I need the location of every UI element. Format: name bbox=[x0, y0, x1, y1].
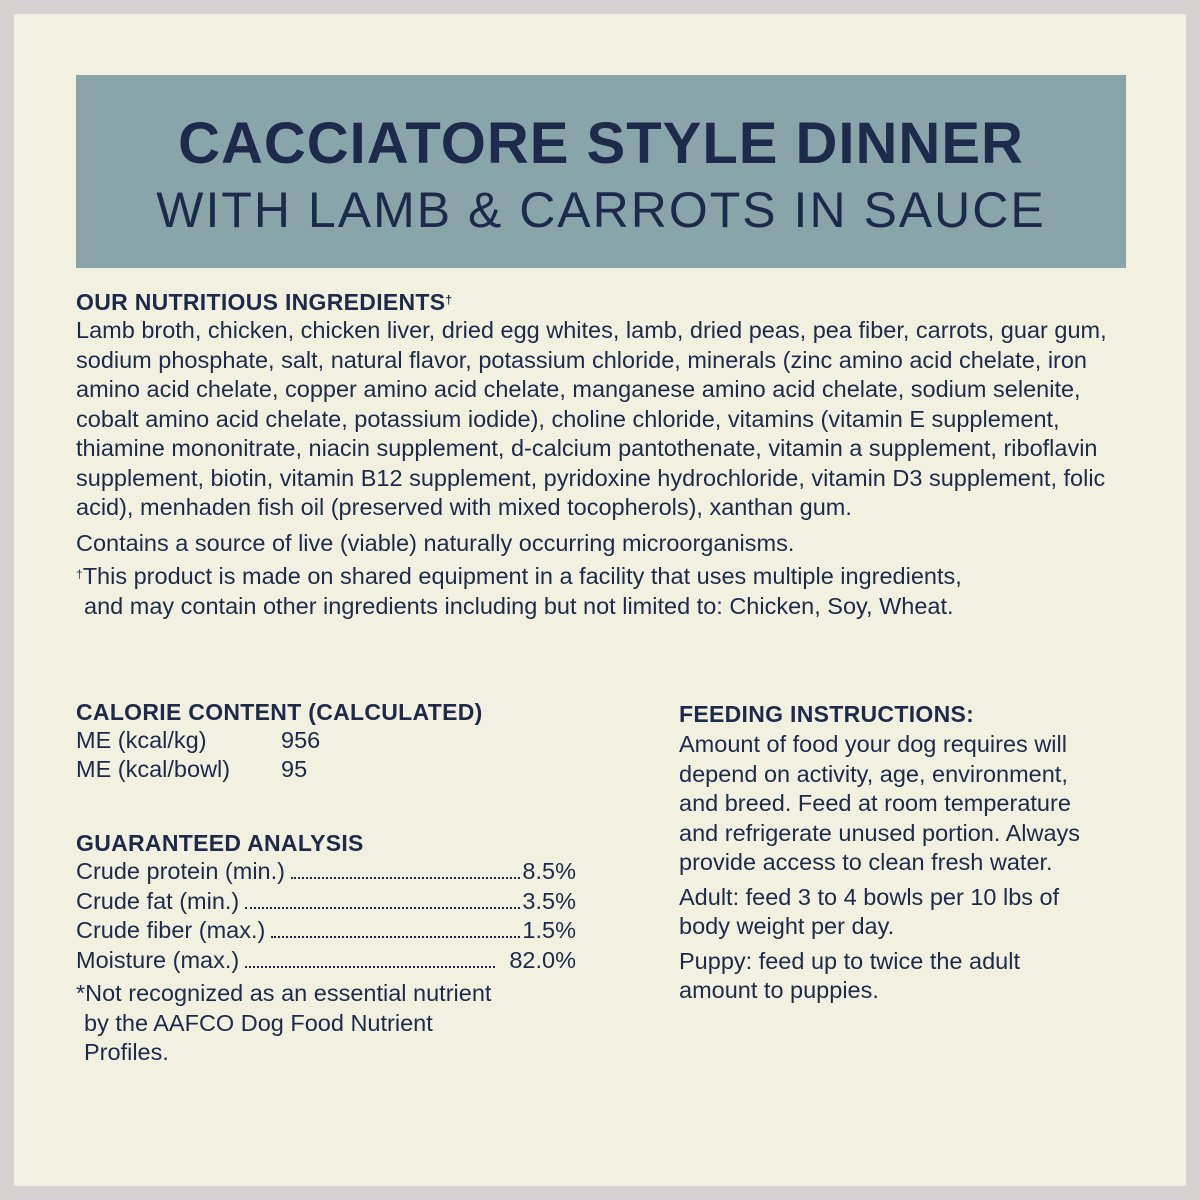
analysis-value: 3.5% bbox=[522, 887, 576, 914]
feeding-adult: Adult: feed 3 to 4 bowls per 10 lbs of body weight per day. bbox=[679, 883, 1060, 939]
feeding-puppy: Puppy: feed up to twice the adult amount to puppies. bbox=[679, 947, 1020, 1003]
analysis-label: Moisture (max.) bbox=[76, 946, 240, 973]
dot-leader bbox=[245, 966, 495, 968]
calorie-label: ME (kcal/bowl) bbox=[76, 756, 231, 782]
analysis-label: Crude protein (min.) bbox=[76, 858, 285, 884]
analysis-row bbox=[76, 946, 576, 976]
analysis-row bbox=[76, 857, 576, 887]
microorganisms-note: Contains a source of live (viable) naturally occurring microorganisms. bbox=[76, 529, 795, 556]
analysis-heading: GUARANTEED ANALYSIS bbox=[76, 830, 364, 856]
analysis-label: Crude fiber (max.) bbox=[76, 917, 266, 943]
ingredients-heading-text: OUR NUTRITIOUS INGREDIENTS bbox=[76, 289, 446, 315]
product-subtitle: WITH LAMB & CARROTS IN SAUCE bbox=[156, 182, 1046, 238]
footnote-line3: Profiles. bbox=[84, 1039, 169, 1065]
shared-note-line1: This product is made on shared equipment in a facility that uses multiple ingredients, bbox=[82, 563, 962, 589]
dot-leader bbox=[245, 907, 520, 909]
guaranteed-analysis-section bbox=[76, 829, 576, 1068]
shared-equipment-note bbox=[76, 562, 1136, 621]
analysis-value: 82.0% bbox=[509, 946, 576, 973]
analysis-value: 1.5% bbox=[522, 917, 576, 943]
dagger-mark: † bbox=[76, 567, 83, 581]
dot-leader bbox=[271, 936, 520, 938]
analysis-label: Crude fat (min.) bbox=[76, 887, 240, 914]
analysis-value: 8.5% bbox=[522, 858, 576, 884]
label-panel bbox=[14, 14, 1186, 1186]
calorie-label: ME (kcal/kg) bbox=[76, 727, 207, 753]
calorie-row bbox=[76, 755, 596, 784]
feeding-instructions-section bbox=[679, 700, 1099, 1006]
shared-note-line2: and may contain other ingredients including but not limited to: Chicken, Soy, Wheat. bbox=[84, 592, 954, 619]
dagger-mark: † bbox=[445, 293, 453, 307]
calorie-row bbox=[76, 726, 596, 755]
calorie-value: 95 bbox=[281, 756, 308, 782]
product-title-banner bbox=[76, 75, 1126, 268]
feeding-general: Amount of food your dog requires will depend on activity, age, environment, and breed. Feed at room temperature and refrigerate unused portion. Always provide access to clean fresh water. bbox=[679, 731, 1081, 875]
aafco-footnote bbox=[76, 979, 576, 1068]
calorie-content-section bbox=[76, 698, 596, 784]
footnote-line2: by the AAFCO Dog Food Nutrient bbox=[84, 1009, 433, 1036]
analysis-row bbox=[76, 916, 576, 946]
ingredients-section bbox=[76, 288, 1136, 621]
ingredients-heading bbox=[76, 288, 1136, 316]
analysis-row bbox=[76, 887, 576, 917]
ingredients-list: Lamb broth, chicken, chicken liver, dried egg whites, lamb, dried peas, pea fiber, carrots, guar gum, sodium phosphate, salt, natural flavor, potassium chloride, minerals (zinc amino acid chelate, iron amino acid chelate, copper amino acid chelate, manganese amino acid chelate, sodium selenite, cobalt amino acid chelate, potassium iodide), choline chloride, vitamins (vitamin E supplement, thiamine mononitrate, niacin supplement, d-calcium pantothenate, vitamin a supplement, riboflavin supplement, biotin, vitamin B12 supplement, pyridoxine hydrochloride, vitamin D3 supplement, folic acid), menhaden fish oil (preserved with mixed tocopherols), xanthan gum. bbox=[76, 317, 1107, 520]
product-title: CACCIATORE STYLE DINNER bbox=[178, 111, 1024, 176]
dot-leader bbox=[291, 877, 520, 879]
calorie-value: 956 bbox=[281, 727, 321, 753]
feeding-heading: FEEDING INSTRUCTIONS: bbox=[679, 701, 975, 727]
calorie-heading: CALORIE CONTENT (CALCULATED) bbox=[76, 699, 483, 725]
footnote-line1: *Not recognized as an essential nutrient bbox=[76, 980, 492, 1006]
